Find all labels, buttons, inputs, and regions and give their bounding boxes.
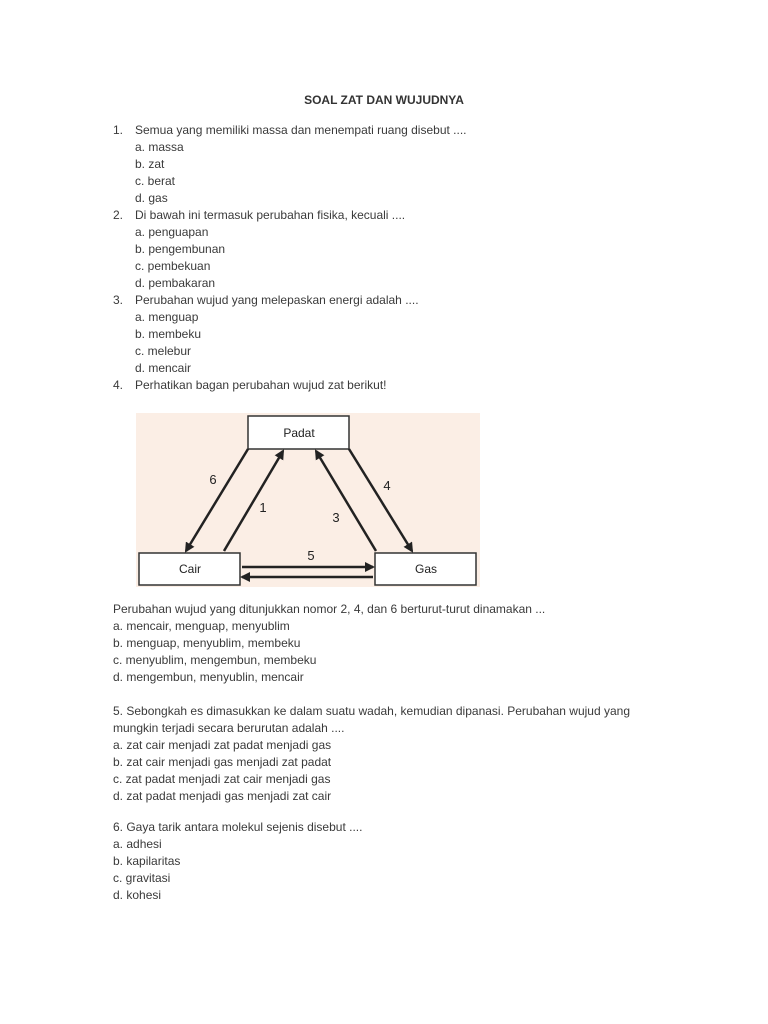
- question-number: 3.: [113, 293, 124, 307]
- option: b. zat cair menjadi gas menjadi zat padat: [113, 755, 332, 769]
- option: b. menguap, menyublim, membeku: [113, 636, 301, 650]
- option: a. zat cair menjadi zat padat menjadi gas: [113, 738, 332, 752]
- question-2: [113, 207, 713, 292]
- option: d. gas: [135, 191, 168, 205]
- question-text: 5. Sebongkah es dimasukkan ke dalam suatu wadah, kemudian dipanasi. Perubahan wujud yang: [113, 704, 631, 718]
- option: b. kapilaritas: [113, 854, 181, 868]
- question-4: [113, 377, 713, 394]
- padat-label: Padat: [283, 426, 315, 440]
- question-text: Perubahan wujud yang melepaskan energi adalah ....: [135, 293, 419, 307]
- option: d. zat padat menjadi gas menjadi zat cair: [113, 789, 332, 803]
- numbered-question-list: [113, 122, 713, 394]
- arrow-5-label: 5: [307, 548, 315, 563]
- option: d. pembakaran: [135, 276, 216, 290]
- question-text: Perubahan wujud yang ditunjukkan nomor 2, 4, dan 6 berturut-turut dinamakan ...: [113, 602, 546, 616]
- option: a. massa: [135, 140, 184, 154]
- question-text: Di bawah ini termasuk perubahan fisika, kecuali ....: [135, 208, 406, 222]
- arrow-3-label: 3: [332, 510, 340, 525]
- option: a. penguapan: [135, 225, 209, 239]
- arrow-4-label: 4: [383, 478, 391, 493]
- option: c. menyublim, mengembun, membeku: [113, 653, 317, 667]
- option: d. kohesi: [113, 888, 162, 902]
- question-text: 6. Gaya tarik antara molekul sejenis disebut ....: [113, 820, 363, 834]
- option: b. membeku: [135, 327, 202, 341]
- question-number: 1.: [113, 123, 124, 137]
- option: c. gravitasi: [113, 871, 171, 885]
- question-3: [113, 292, 713, 377]
- question-number: 4.: [113, 378, 124, 392]
- question-5: [113, 703, 673, 805]
- question-number: 2.: [113, 208, 124, 222]
- option: c. berat: [135, 174, 176, 188]
- option: a. mencair, menguap, menyublim: [113, 619, 290, 633]
- option: a. menguap: [135, 310, 199, 324]
- document-title: SOAL ZAT DAN WUJUDNYA: [304, 93, 464, 107]
- option: c. pembekuan: [135, 259, 211, 273]
- option: c. melebur: [135, 344, 192, 358]
- question-6: [113, 819, 673, 904]
- option: a. adhesi: [113, 837, 162, 851]
- cair-label: Cair: [178, 562, 202, 576]
- question-text-continued: mungkin terjadi secara berurutan adalah ....: [113, 721, 345, 735]
- arrow-1-label: 1: [259, 500, 267, 515]
- option: b. zat: [135, 157, 165, 171]
- question-text: Semua yang memiliki massa dan menempati ruang disebut ....: [135, 123, 467, 137]
- question-text: Perhatikan bagan perubahan wujud zat berikut!: [135, 378, 387, 392]
- option: b. pengembunan: [135, 242, 226, 256]
- state-change-diagram: [136, 413, 480, 587]
- question-4-followup: [113, 601, 673, 686]
- option: d. mencair: [135, 361, 192, 375]
- arrow-6-label: 6: [209, 472, 217, 487]
- gas-label: Gas: [414, 562, 438, 576]
- option: d. mengembun, menyublin, mencair: [113, 670, 304, 684]
- option: c. zat padat menjadi zat cair menjadi gas: [113, 772, 331, 786]
- question-1: [113, 122, 713, 207]
